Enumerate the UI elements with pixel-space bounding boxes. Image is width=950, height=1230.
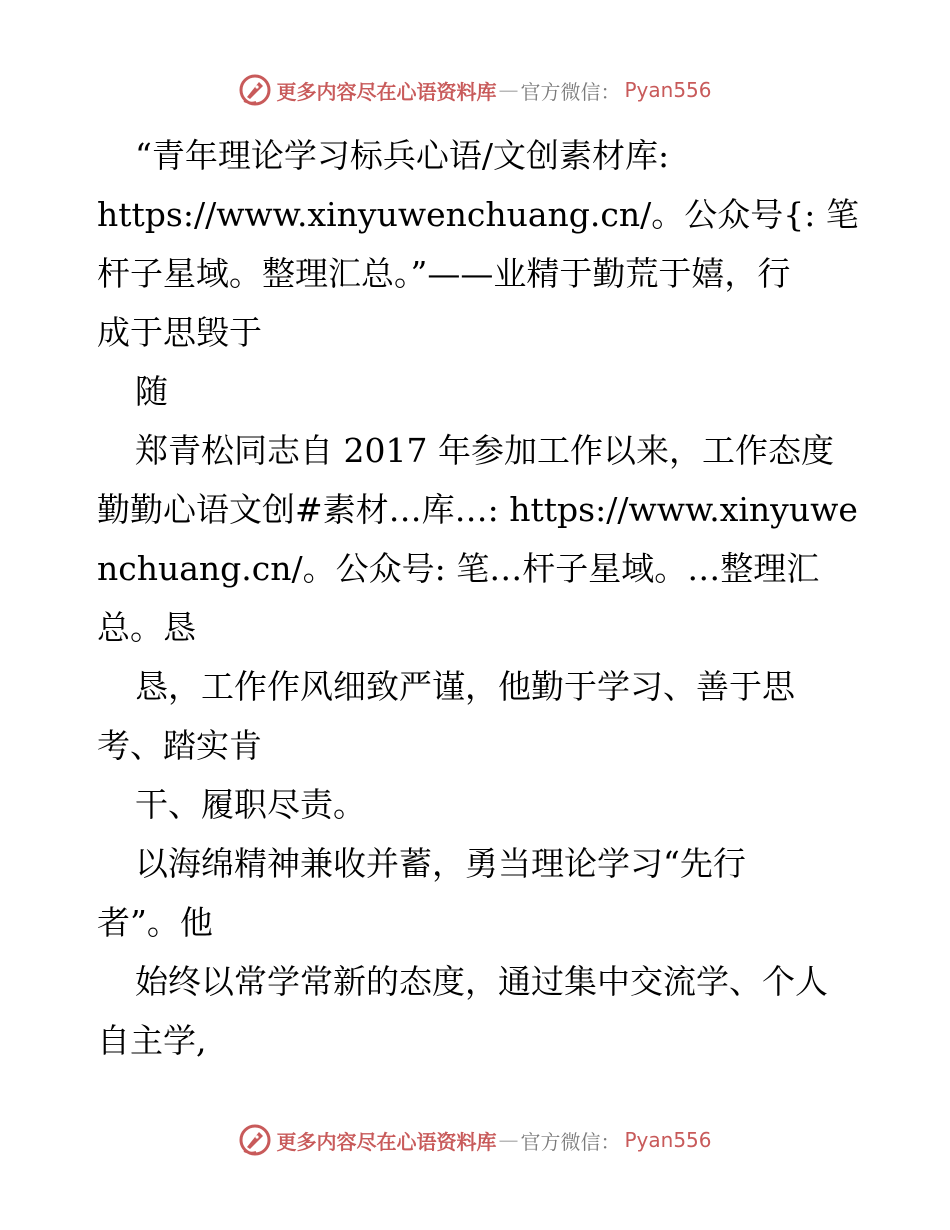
body-line: 始终以常学常新的态度，通过集中交流学、个人 [135, 962, 828, 1001]
body-line: https://www.xinyuwenchuang.cn/。公众号{: 笔 [97, 195, 859, 234]
body-line: 郑青松同志自 2017 年参加工作以来，工作态度 [135, 431, 834, 470]
body-line: 考、踏实肯 [97, 726, 262, 765]
body-line: 总。恳 [97, 608, 196, 647]
body-line: 以海绵精神兼收并蓄，勇当理论学习“先行 [135, 844, 746, 883]
footer-banner-text: 更多内容尽在心语资料库 [276, 1129, 497, 1154]
header-banner-text: 更多内容尽在心语资料库 [276, 79, 497, 104]
body-line: 勤勤心语文创#素材…库…: https://www.xinyuwe [97, 490, 858, 529]
body-line: 杆子星域。整理汇总。”——业精于勤荒于嬉，行 [97, 254, 791, 293]
page-header-banner [0, 70, 950, 110]
header-banner-separator: — [498, 78, 519, 102]
header-banner-wechat-id: Pyan556 [624, 78, 712, 102]
footer-banner-official-label: 官方微信： [520, 1129, 621, 1154]
header-banner-official-label: 官方微信： [520, 79, 621, 104]
page-footer-banner [0, 1120, 950, 1160]
pen-nib-logo-icon [238, 73, 272, 107]
body-line: 者”。他 [97, 903, 213, 942]
footer-banner-wechat-id: Pyan556 [624, 1128, 712, 1152]
body-line: “青年理论学习标兵心语/文创素材库: [135, 136, 670, 175]
body-line: 恳，工作作风细致严谨，他勤于学习、善于思 [135, 667, 795, 706]
body-line: 干、履职尽责。 [135, 785, 366, 824]
document-body [97, 126, 857, 1070]
body-line: 随 [135, 372, 168, 411]
body-line: 成于思毁于 [97, 313, 262, 352]
footer-banner-separator: — [498, 1128, 519, 1152]
body-line: 自主学, [97, 1021, 207, 1060]
body-line: nchuang.cn/。公众号: 笔…杆子星域。…整理汇 [97, 549, 820, 588]
pen-nib-logo-icon [238, 1123, 272, 1157]
